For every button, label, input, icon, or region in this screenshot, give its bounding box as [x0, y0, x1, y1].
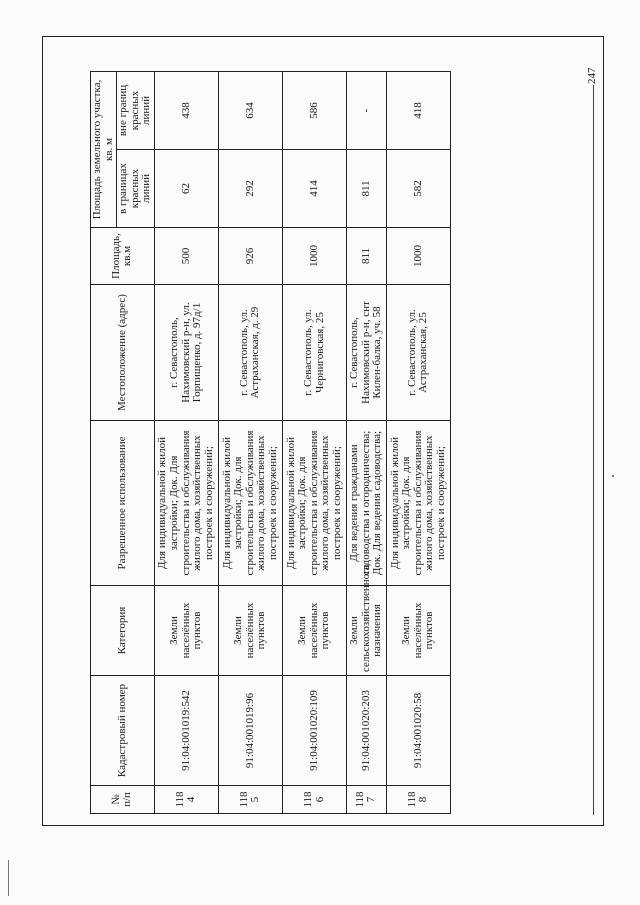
- table-row: [154, 71, 218, 813]
- cell-within: 292: [218, 150, 282, 228]
- cell-location: г. Севастополь, Нахимовский р-н, снт Килен-балка, уч. 58: [347, 285, 387, 421]
- header-num: № п/п: [91, 786, 155, 814]
- cell-location: г. Севастополь, ул. Астраханская, 25: [386, 285, 450, 421]
- cell-category: Земли населённых пунктов: [282, 586, 346, 676]
- cell-use: Для ведения гражданами садоводства и огородничества; Док. Для ведения садоводства;: [347, 421, 387, 586]
- cell-num: 118 7: [347, 786, 387, 814]
- cell-cadastral: 91:04:001020:109: [282, 676, 346, 786]
- cell-outside: 586: [282, 71, 346, 149]
- scan-dot: [612, 475, 614, 477]
- cell-cadastral: 91:04:001019:542: [154, 676, 218, 786]
- cell-num: 118 4: [154, 786, 218, 814]
- cell-area: 811: [347, 228, 387, 285]
- cell-within: 62: [154, 150, 218, 228]
- cell-cadastral: 91:04:001020:203: [347, 676, 387, 786]
- cell-use: Для индивидуальной жилой застройки; Док. для строительства и обслуживания жилого дома, хозяйственных построек и сооружений;: [386, 421, 450, 586]
- table-row: [218, 71, 282, 813]
- cell-within: 582: [386, 150, 450, 228]
- cell-area: 926: [218, 228, 282, 285]
- cell-category: Земли населённых пунктов: [154, 586, 218, 676]
- cell-num: 118 6: [282, 786, 346, 814]
- header-area: Площадь, кв.м: [91, 228, 155, 285]
- registry-table-wrapper: [90, 72, 451, 814]
- cell-location: г. Севастополь, ул. Черниговская, 25: [282, 285, 346, 421]
- cell-outside: -: [347, 71, 387, 149]
- cell-area: 1000: [282, 228, 346, 285]
- table-row: [386, 71, 450, 813]
- land-plot-table: [90, 71, 451, 814]
- cell-within: 811: [347, 150, 387, 228]
- cell-area: 500: [154, 228, 218, 285]
- cell-within: 414: [282, 150, 346, 228]
- cell-cadastral: 91:04:001020:58: [386, 676, 450, 786]
- cell-num: 118 5: [218, 786, 282, 814]
- header-category: Категория: [91, 586, 155, 676]
- cell-use: Для индивидуальной жилой застройки; Док. Для строительства и обслуживания жилого дома, хозяйственных построек и сооружений;: [154, 421, 218, 586]
- header-within-red-lines: в границах красных линий: [117, 150, 155, 228]
- table-row: [347, 71, 387, 813]
- cell-use: Для индивидуальной жилой застройки; Док. для строительства и обслуживания жилого дома, хозяйственных построек и сооружений;: [282, 421, 346, 586]
- cell-outside: 418: [386, 71, 450, 149]
- cell-location: г. Севастополь, Нахимовский р-н, ул. Горпищенко, д. 97д/1: [154, 285, 218, 421]
- cell-category: Земли сельскохозяйственного назначения: [347, 586, 387, 676]
- cell-use: Для индивидуальной жилой застройки; Док. для строительства и обслуживания жилого дома, хозяйственных построек и сооружений;: [218, 421, 282, 586]
- header-cadastral: Кадастровый номер: [91, 676, 155, 786]
- table-row: [282, 71, 346, 813]
- header-location: Местоположение (адрес): [91, 285, 155, 421]
- cell-cadastral: 91:04:001019:96: [218, 676, 282, 786]
- cell-category: Земли населённых пунктов: [386, 586, 450, 676]
- header-permitted-use: Разрешенное использование: [91, 421, 155, 586]
- margin-mark: [8, 860, 9, 896]
- side-rule: [593, 85, 594, 815]
- header-plot-area: Площадь земельного участка, кв. м: [91, 71, 117, 227]
- cell-area: 1000: [386, 228, 450, 285]
- cell-category: Земли населённых пунктов: [218, 586, 282, 676]
- page-number: 247: [586, 67, 598, 84]
- cell-num: 118 8: [386, 786, 450, 814]
- cell-outside: 634: [218, 71, 282, 149]
- cell-location: г. Севастополь, ул. Астраханская, д. 29: [218, 285, 282, 421]
- header-outside-red-lines: вне границ красных линий: [117, 71, 155, 149]
- cell-outside: 438: [154, 71, 218, 149]
